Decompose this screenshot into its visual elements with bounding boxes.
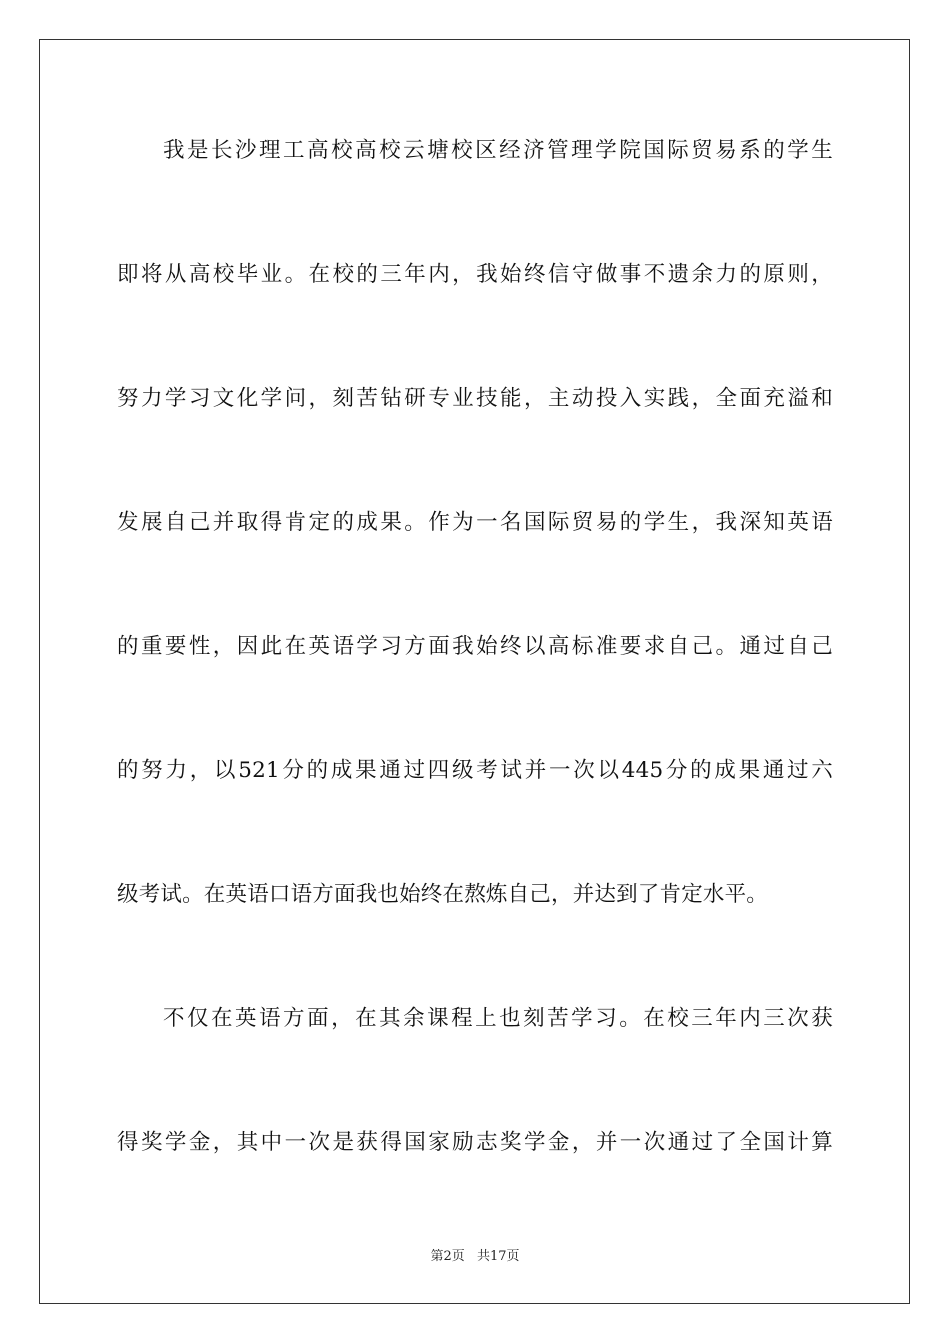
paragraph-line: 我是长沙理工高校高校云塘校区经济管理学院国际贸易系的学生 [163,138,833,163]
paragraph-line: 的努力，以521分的成果通过四级考试并一次以445分的成果通过六 [117,758,833,783]
paragraph-line: 即将从高校毕业。在校的三年内，我始终信守做事不遗余力的原则， [117,262,833,287]
paragraph-line: 级考试。在英语口语方面我也始终在熬炼自己，并达到了肯定水平。 [117,882,769,907]
paragraph-line: 发展自己并取得肯定的成果。作为一名国际贸易的学生，我深知英语 [117,510,833,535]
paragraph-line: 努力学习文化学问，刻苦钻研专业技能，主动投入实践，全面充溢和 [117,386,833,411]
paragraph-line: 不仅在英语方面，在其余课程上也刻苦学习。在校三年内三次获 [163,1006,833,1031]
page-total: 共17页 [476,1249,520,1264]
page-number: 第2页 [430,1249,465,1264]
page-border [39,39,910,1304]
paragraph-line: 的重要性，因此在英语学习方面我始终以高标准要求自己。通过自己 [117,634,833,659]
page-footer [0,1248,950,1266]
paragraph-line: 得奖学金，其中一次是获得国家励志奖学金，并一次通过了全国计算 [117,1130,833,1155]
